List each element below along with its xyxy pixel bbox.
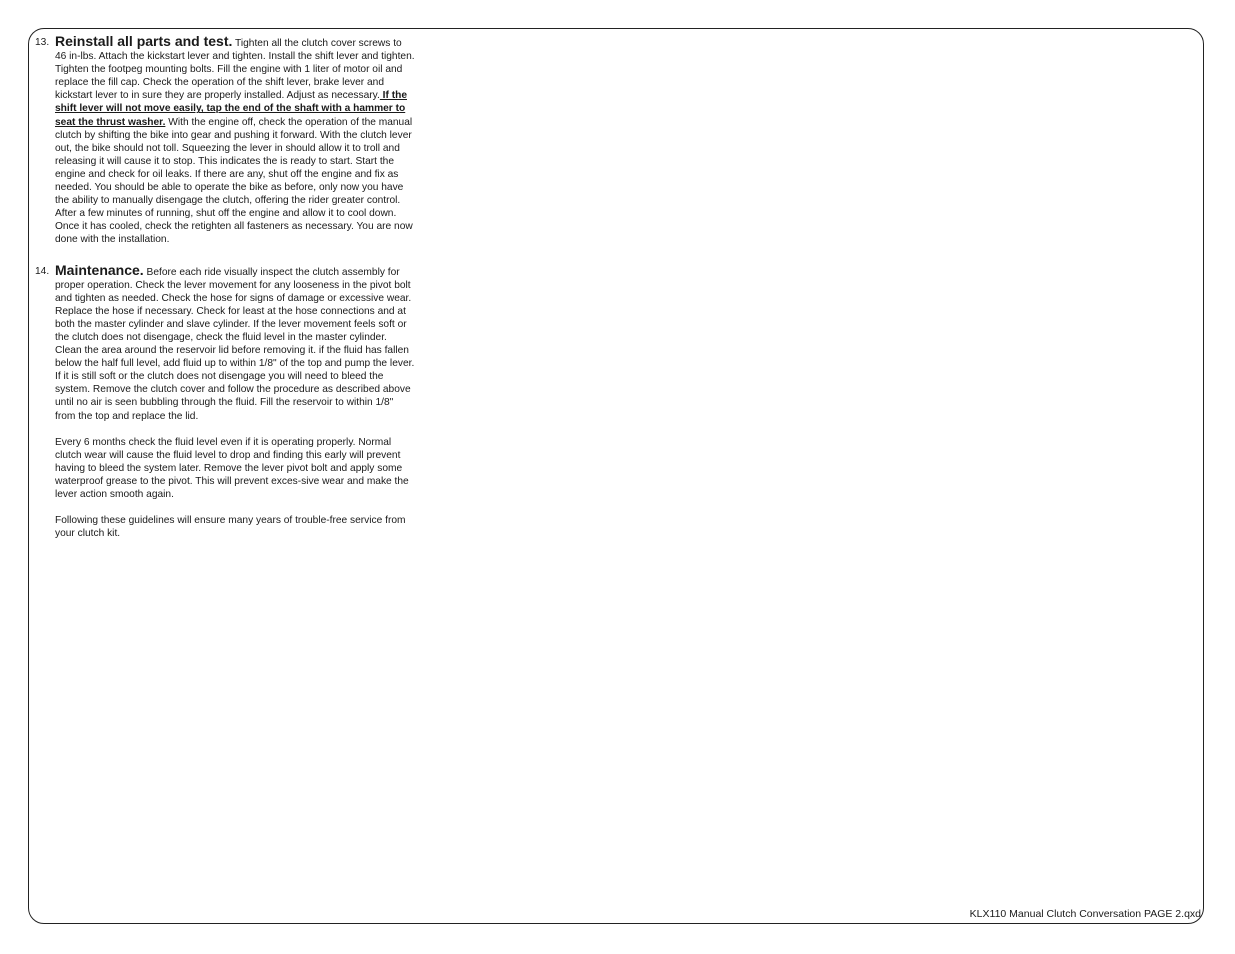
- footer-filename: KLX110 Manual Clutch Conversation PAGE 2.qxd: [969, 908, 1201, 920]
- step-body: Tighten all the clutch cover screws to 46 in-lbs. Attach the kickstart lever and tighten. Install the shift lever and tighten. Tighten the footpeg mounting bolts. Fill the engine with 1 liter of motor oil and replace the fill cap. Check the operation of the shift lever, brake lever and kickstart lever to in sure they are properly installed. Adjust as necessary.: [55, 38, 415, 102]
- step-body: Before each ride visually inspect the clutch assembly for proper operation. Check the lever movement for any looseness in the pivot bolt and tighten as needed. Check the hose for signs of damage or excessive wear. Replace the hose if necessary. Check for least at the hose connections and at both the master cylinder and slave cylinder. If the lever movement feels soft or the clutch does not disengage, check the fluid level in the master cylinder. Clean the area around the reservoir lid before removing it. if the fluid has fallen below the half full level, add fluid up to within 1/8" of the top and pump the lever. If it is still soft or the clutch does not disengage you will need to bleed the system. Remove the clutch cover and follow the procedure as described above until no air is seen bubbling through the fluid. Fill the reservoir to within 1/8" from the top and replace the lid.: [55, 266, 415, 422]
- step-title: Reinstall all parts and test.: [55, 33, 233, 49]
- step-number: 14.: [35, 265, 50, 277]
- step-number: 13.: [35, 37, 50, 48]
- step-title: Maintenance.: [55, 261, 144, 278]
- maintenance-paragraph: Every 6 months check the fluid level even if it is operating properly. Normal clutch wear will cause the fluid level to drop and finding this early will prevent having to bleed the system later. Remove the lever pivot bolt and apply some waterproof grease to the pivot. This will prevent exces-sive wear and make the lever action smooth again.: [55, 436, 409, 500]
- step-14: [35, 262, 415, 423]
- step-warning: If the shift lever will not move easily, tap the end of the shaft with a hammer to seat the thrust washer.: [55, 90, 407, 128]
- step-body-continued: With the engine off, check the operation of the manual clutch by shifting the bike into gear and pushing it forward. With the clutch lever out, the bike should not toll. Squeezing the lever in should allow it to troll and releasing it will cause it to stop. This indicates the is ready to start. Start the engine and check for oil leaks. If there are any, shut off the engine and fix as needed. You should be able to operate the bike as before, only now you have the ability to manually disengage the clutch, offering the rider greater control. After a few minutes of running, shut off the engine and allow it to cool down. Once it has cooled, check the retighten all fasteners as necessary. You are now done with the installation.: [55, 116, 413, 246]
- closing-paragraph: Following these guidelines will ensure many years of trouble-free service from your clutch kit.: [55, 515, 406, 540]
- step-13: [35, 33, 415, 247]
- instructions-column: [35, 33, 415, 540]
